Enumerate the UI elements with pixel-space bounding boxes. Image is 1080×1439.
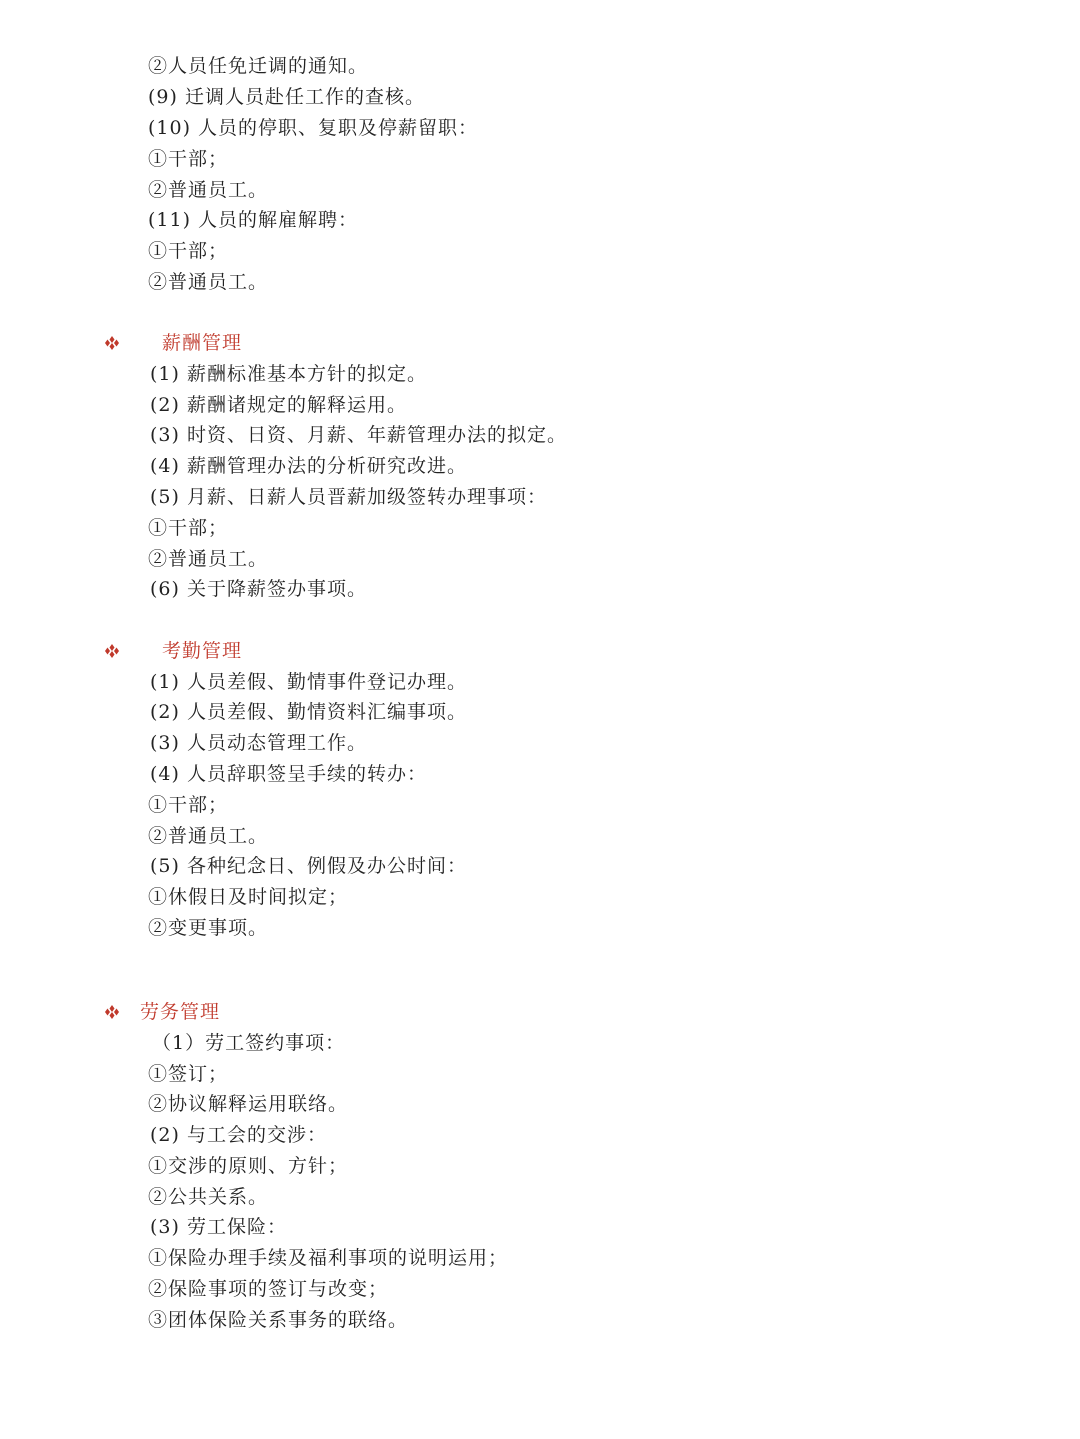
text-line: ①休假日及时间拟定； [148,886,349,908]
text-line: ②人员任免迁调的通知。 [148,55,369,77]
text-line: (9) 迁调人员赴任工作的查核。 [148,86,425,108]
text-line: ②变更事项。 [148,917,269,939]
text-line: (5) 各种纪念日、例假及办公时间： [150,855,467,877]
section-title: 考勤管理 [162,640,243,662]
text-line: (2) 人员差假、勤情资料汇编事项。 [150,701,467,723]
text-line: (3) 时资、日资、月薪、年薪管理办法的拟定。 [150,424,567,446]
text-line: (4) 人员辞职签呈手续的转办： [150,763,427,785]
text-line: (3) 劳工保险： [150,1216,287,1238]
text-line: ①保险办理手续及福利事项的说明运用； [148,1247,509,1269]
diamond-cluster-icon [104,331,122,355]
text-line: ①签订； [148,1063,229,1085]
text-line: ②普通员工。 [148,179,269,201]
text-line: (2) 与工会的交涉： [150,1124,327,1146]
section-heading-salary [104,331,324,355]
section-title: 薪酬管理 [162,332,243,354]
text-line: (6) 关于降薪签办事项。 [150,578,367,600]
text-line: ①交涉的原则、方针； [148,1155,349,1177]
text-line: ②保险事项的签订与改变； [148,1278,389,1300]
text-line: ①干部； [148,794,229,816]
text-line: ②公共关系。 [148,1186,269,1208]
text-line: （1）劳工签约事项： [152,1032,346,1054]
text-line: (5) 月薪、日薪人员晋薪加级签转办理事项： [150,486,547,508]
text-line: ②普通员工。 [148,548,269,570]
section-title: 劳务管理 [140,1001,221,1023]
text-line: ②协议解释运用联络。 [148,1093,349,1115]
diamond-cluster-icon [104,1000,122,1024]
text-line: ①干部； [148,148,229,170]
text-line: ①干部； [148,240,229,262]
text-line: ②普通员工。 [148,825,269,847]
text-line: (1) 人员差假、勤情事件登记办理。 [150,671,467,693]
section-heading-attendance [104,639,324,663]
text-line: (2) 薪酬诸规定的解释运用。 [150,394,407,416]
text-line: ③团体保险关系事务的联络。 [148,1309,409,1331]
text-line: ②普通员工。 [148,271,269,293]
text-line: ①干部； [148,517,229,539]
text-line: (3) 人员动态管理工作。 [150,732,367,754]
text-line: (4) 薪酬管理办法的分析研究改进。 [150,455,467,477]
text-line: (10) 人员的停职、复职及停薪留职： [148,117,479,139]
section-heading-labor [104,1000,324,1024]
diamond-cluster-icon [104,639,122,663]
text-line: (1) 薪酬标准基本方针的拟定。 [150,363,427,385]
text-line: (11) 人员的解雇解聘： [148,209,359,231]
